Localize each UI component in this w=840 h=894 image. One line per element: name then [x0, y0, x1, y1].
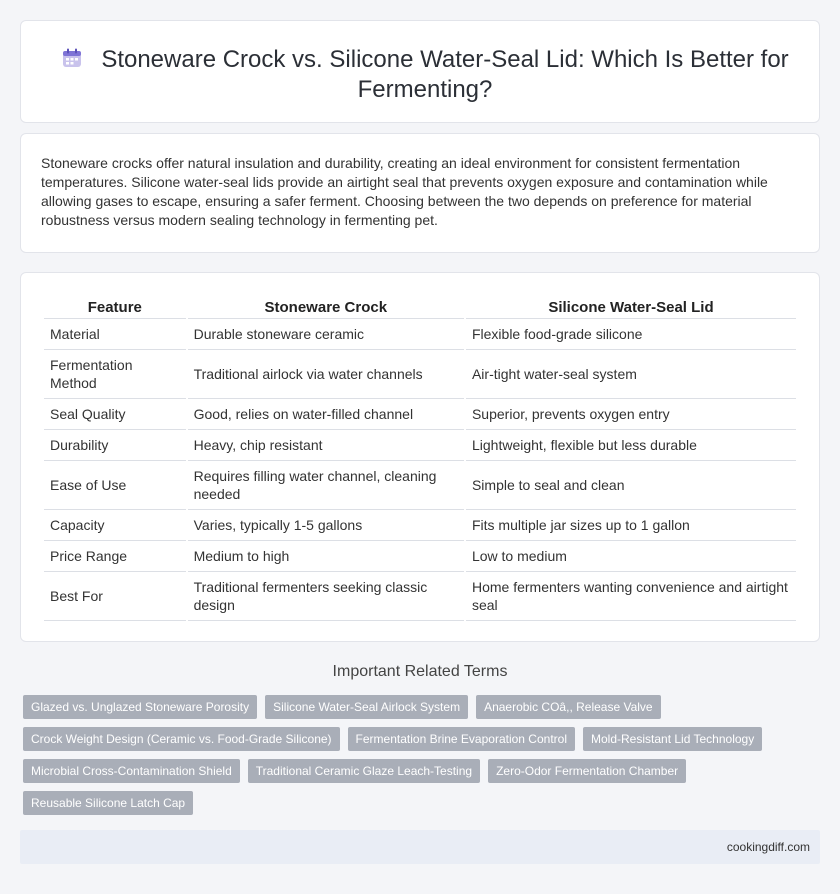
stoneware-cell: Varies, typically 1-5 gallons	[188, 510, 464, 541]
feature-cell: Best For	[44, 572, 186, 621]
silicone-cell: Flexible food-grade silicone	[466, 319, 796, 350]
header-feature: Feature	[44, 295, 186, 319]
stoneware-cell: Requires filling water channel, cleaning needed	[188, 461, 464, 510]
table-row	[44, 510, 796, 541]
related-term-tag[interactable]: Traditional Ceramic Glaze Leach-Testing	[248, 759, 480, 783]
comparison-card	[20, 272, 820, 642]
related-terms-title: Important Related Terms	[332, 663, 508, 680]
related-term-tag[interactable]: Microbial Cross-Contamination Shield	[23, 759, 240, 783]
related-term-tag[interactable]: Zero-Odor Fermentation Chamber	[488, 759, 686, 783]
related-terms-list	[23, 695, 783, 815]
page-title: Stoneware Crock vs. Silicone Water-Seal Lid: Which Is Better for Fermenting?	[101, 46, 789, 103]
title-card	[20, 20, 820, 123]
calendar-icon	[61, 47, 83, 69]
silicone-cell: Air-tight water-seal system	[466, 350, 796, 399]
table-row	[44, 461, 796, 510]
silicone-cell: Simple to seal and clean	[466, 461, 796, 510]
intro-card	[20, 133, 820, 253]
feature-cell: Material	[44, 319, 186, 350]
footer-bar	[20, 830, 820, 864]
feature-cell: Durability	[44, 430, 186, 461]
stoneware-cell: Good, relies on water-filled channel	[188, 399, 464, 430]
feature-cell: Ease of Use	[44, 461, 186, 510]
footer-site-link[interactable]: cookingdiff.com	[726, 840, 810, 854]
table-row	[44, 350, 796, 399]
table-row	[44, 572, 796, 621]
header-silicone: Silicone Water-Seal Lid	[466, 295, 796, 319]
table-row	[44, 541, 796, 572]
silicone-cell: Superior, prevents oxygen entry	[466, 399, 796, 430]
silicone-cell: Fits multiple jar sizes up to 1 gallon	[466, 510, 796, 541]
related-term-tag[interactable]: Crock Weight Design (Ceramic vs. Food-Grade Silicone)	[23, 727, 340, 751]
stoneware-cell: Heavy, chip resistant	[188, 430, 464, 461]
feature-cell: Price Range	[44, 541, 186, 572]
comparison-table	[42, 295, 798, 621]
feature-cell: Fermentation Method	[44, 350, 186, 399]
feature-cell: Capacity	[44, 510, 186, 541]
stoneware-cell: Durable stoneware ceramic	[188, 319, 464, 350]
silicone-cell: Lightweight, flexible but less durable	[466, 430, 796, 461]
stoneware-cell: Medium to high	[188, 541, 464, 572]
related-term-tag[interactable]: Mold-Resistant Lid Technology	[583, 727, 762, 751]
related-term-tag[interactable]: Fermentation Brine Evaporation Control	[348, 727, 575, 751]
title-wrap	[61, 45, 789, 105]
silicone-cell: Low to medium	[466, 541, 796, 572]
related-term-tag[interactable]: Anaerobic COâ,, Release Valve	[476, 695, 661, 719]
header-stoneware: Stoneware Crock	[188, 295, 464, 319]
table-row	[44, 319, 796, 350]
related-term-tag[interactable]: Silicone Water-Seal Airlock System	[265, 695, 468, 719]
related-term-tag[interactable]: Reusable Silicone Latch Cap	[23, 791, 193, 815]
feature-cell: Seal Quality	[44, 399, 186, 430]
related-term-tag[interactable]: Glazed vs. Unglazed Stoneware Porosity	[23, 695, 257, 719]
silicone-cell: Home fermenters wanting convenience and airtight seal	[466, 572, 796, 621]
table-row	[44, 430, 796, 461]
stoneware-cell: Traditional airlock via water channels	[188, 350, 464, 399]
intro-paragraph: Stoneware crocks offer natural insulation and durability, creating an ideal environment for consistent fermentation temperatures. Silicone water-seal lids provide an airtight seal that prevents oxygen exposure and contamination while allowing gases to escape, ensuring a safer ferment. Choosing between the two depends on preference for material robustness versus modern sealing technology in fermenting pet.	[41, 155, 768, 228]
stoneware-cell: Traditional fermenters seeking classic design	[188, 572, 464, 621]
table-header-row	[44, 295, 796, 319]
table-row	[44, 399, 796, 430]
